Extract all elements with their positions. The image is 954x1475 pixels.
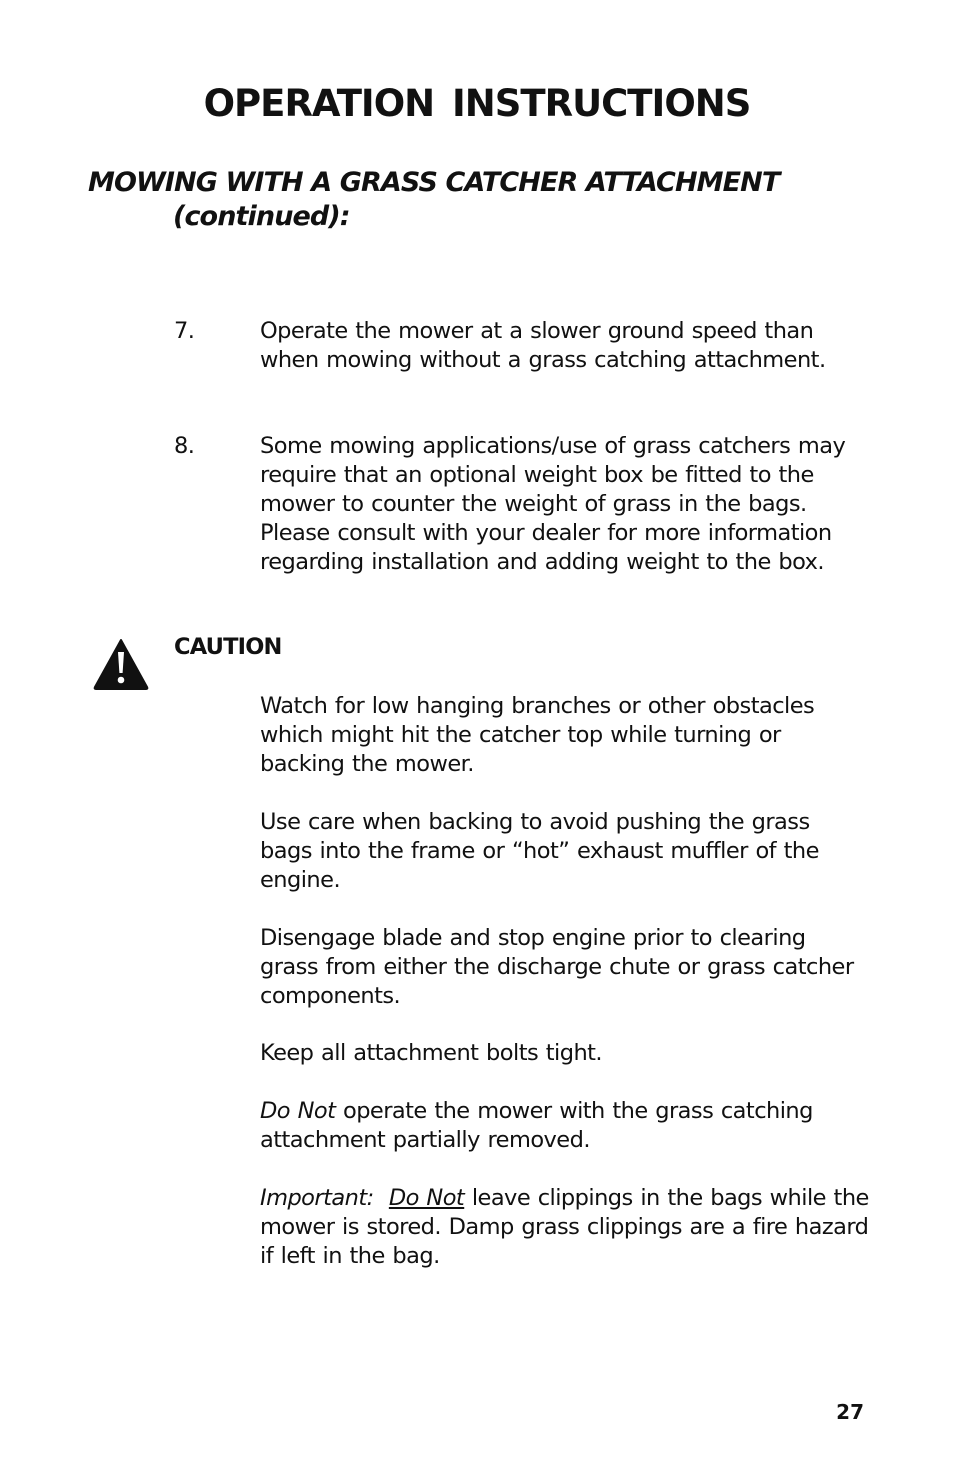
list-item-text: Operate the mower at a slower ground speed than when mowing without a grass catching attachment. bbox=[260, 318, 826, 373]
list-item-number: 8. bbox=[174, 433, 195, 459]
do-not-emphasis: Do Not bbox=[260, 1098, 336, 1124]
list-item-number: 7. bbox=[174, 318, 195, 344]
important-do-not-emphasis: Do Not bbox=[388, 1185, 465, 1211]
caution-paragraph: Disengage blade and stop engine prior to clearing grass from either the discharge chute or grass catcher components. bbox=[260, 925, 854, 1009]
caution-paragraph: Watch for low hanging branches or other obstacles which might hit the catcher top while turning or backing the mower. bbox=[260, 693, 815, 777]
caution-heading: CAUTION bbox=[174, 634, 282, 660]
warning-triangle-icon bbox=[93, 638, 149, 690]
important-label: Important: bbox=[260, 1185, 389, 1211]
important-text: leave clippings in the bags while the mower is stored. Damp grass clippings are a fire hazard if left in the bag. bbox=[260, 1185, 869, 1269]
page-number: 27 bbox=[836, 1400, 864, 1424]
section-heading bbox=[88, 166, 928, 234]
list-item-text: Some mowing applications/use of grass catchers may require that an optional weight box be fitted to the mower to counter the weight of grass in the bags. Please consult with your dealer for more information regarding installation and adding weight to the box. bbox=[260, 433, 846, 575]
caution-paragraph: Use care when backing to avoid pushing the grass bags into the frame or “hot” exhaust muffler of the engine. bbox=[260, 809, 819, 893]
section-heading-line1: MOWING WITH A GRASS CATCHER ATTACHMENT bbox=[88, 167, 780, 198]
do-not-text: operate the mower with the grass catching attachment partially removed. bbox=[260, 1098, 813, 1153]
caution-paragraph-do-not bbox=[260, 1097, 860, 1155]
page-title: OPERATION INSTRUCTIONS bbox=[203, 82, 751, 125]
caution-paragraph: Keep all attachment bolts tight. bbox=[260, 1040, 603, 1066]
section-heading-continued: (continued): bbox=[173, 201, 350, 232]
caution-paragraph-important bbox=[260, 1184, 870, 1271]
